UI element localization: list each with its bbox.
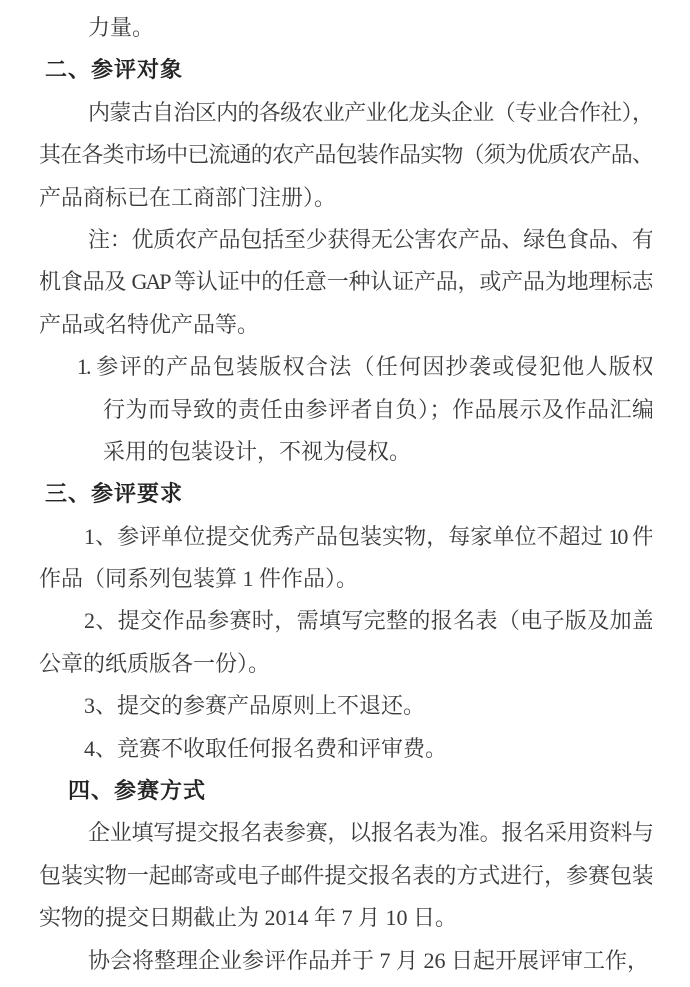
paragraph-line: 力量。	[88, 15, 155, 40]
list-item-line: 1. 参评的产品包装版权合法（任何因抄袭或侵犯他人版权	[77, 354, 652, 380]
list-item-line: 4、竞赛不收取任何报名费和评审费。	[84, 735, 448, 761]
list-item-line: 公章的纸质版各一份）。	[39, 650, 271, 676]
note-line: 注：优质农产品包括至少获得无公害农产品、绿色食品、有	[88, 226, 652, 252]
section-4-heading: 四、参赛方式	[68, 778, 207, 804]
paragraph-line: 实物的提交日期截止为 2014 年 7 月 10 日。	[39, 905, 458, 931]
section-3-heading: 三、参评要求	[45, 481, 184, 507]
paragraph-line: 产品商标已在工商部门注册）。	[39, 184, 337, 210]
note-line: 机食品及 GAP 等认证中的任意一种认证产品，或产品为地理标志	[39, 269, 652, 295]
list-item-line: 3、提交的参赛产品原则上不退还。	[84, 693, 426, 719]
list-item-line: 2、提交作品参赛时，需填写完整的报名表（电子版及加盖	[84, 608, 652, 634]
paragraph-line: 企业填写提交报名表参赛，以报名表为准。报名采用资料与	[88, 820, 652, 846]
list-item-line: 作品（同系列包装算 1 件作品）。	[39, 566, 359, 592]
paragraph-line: 其在各类市场中已流通的农产品包装作品实物（须为优质农产品、	[39, 142, 652, 168]
list-item-line: 采用的包装设计，不视为侵权。	[103, 438, 412, 464]
list-item-line: 1、参评单位提交优秀产品包装实物，每家单位不超过 10 件	[84, 523, 652, 549]
list-item-line: 行为而导致的责任由参评者自负）；作品展示及作品汇编	[103, 396, 652, 422]
paragraph-line: 协会将整理企业参评作品并于 7 月 26 日起开展评审工作，	[88, 947, 650, 973]
note-line: 产品或名特优产品等。	[39, 311, 260, 337]
section-2-heading: 二、参评对象	[45, 57, 184, 83]
paragraph-line: 包装实物一起邮寄或电子邮件提交报名表的方式进行，参赛包装	[39, 862, 652, 888]
paragraph-line: 内蒙古自治区内的各级农业产业化龙头企业（专业合作社），	[88, 99, 652, 125]
